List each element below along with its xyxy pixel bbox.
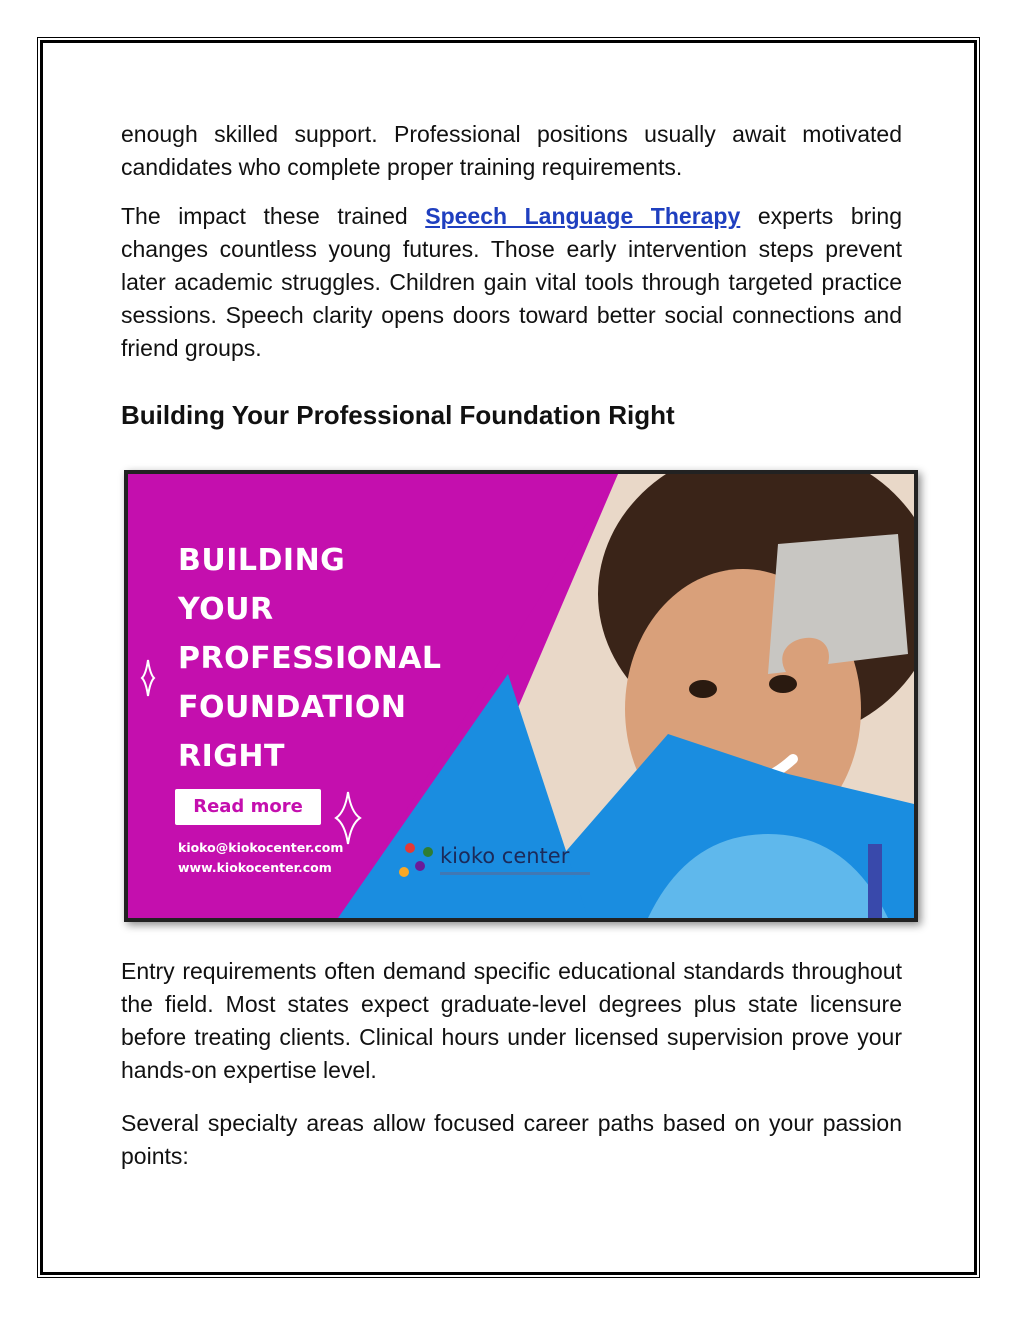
brand-logo-text: kioko center [440, 844, 570, 868]
paragraph-2-lead: The impact these trained [121, 203, 426, 229]
banner-website: www.kiokocenter.com [178, 860, 332, 875]
banner-email: kioko@kiokocenter.com [178, 840, 344, 855]
banner-title [178, 536, 442, 781]
paragraph-1: enough skilled support. Professional positions usually await motivated candidates who complete proper training requirements. [121, 121, 902, 180]
banner-title-line: YOUR [178, 592, 274, 627]
banner-title-line: BUILDING [178, 543, 346, 578]
read-more-button[interactable]: Read more [175, 789, 321, 825]
paragraph-2-rest: experts bring changes countless young futures. Those early intervention steps prevent later academic struggles. Children gain vital tools through targeted practice sessions. Speech clarity opens doors toward better social connections and friend groups. [121, 203, 902, 361]
logo-dot-red [405, 843, 415, 853]
paragraph-4: Several specialty areas allow focused career paths based on your passion points: [121, 1110, 902, 1169]
article-body-bottom [121, 955, 902, 1173]
pencil-shape [868, 844, 882, 918]
brand-tagline-bar [440, 872, 590, 875]
paragraph-3: Entry requirements often demand specific educational standards throughout the field. Most states expect graduate-level degrees plus state licensure before treating clients. Clinical hours under licensed supervision prove your hands-on expertise level. [121, 958, 902, 1083]
right-eye-shape [769, 675, 797, 693]
banner-title-line: PROFESSIONAL [178, 641, 442, 676]
article-body-top [121, 118, 902, 365]
banner-canvas [128, 474, 914, 918]
banner-title-line: RIGHT [178, 739, 285, 774]
logo-dot-purple [415, 861, 425, 871]
banner-title-line: FOUNDATION [178, 690, 407, 725]
left-eye-shape [689, 680, 717, 698]
paragraph-2 [121, 200, 902, 365]
logo-dot-green [423, 847, 433, 857]
section-heading: Building Your Professional Foundation Right [121, 400, 675, 430]
logo-dot-yellow [399, 867, 409, 877]
speech-language-therapy-link[interactable]: Speech Language Therapy [425, 203, 741, 229]
banner-image [124, 470, 918, 922]
